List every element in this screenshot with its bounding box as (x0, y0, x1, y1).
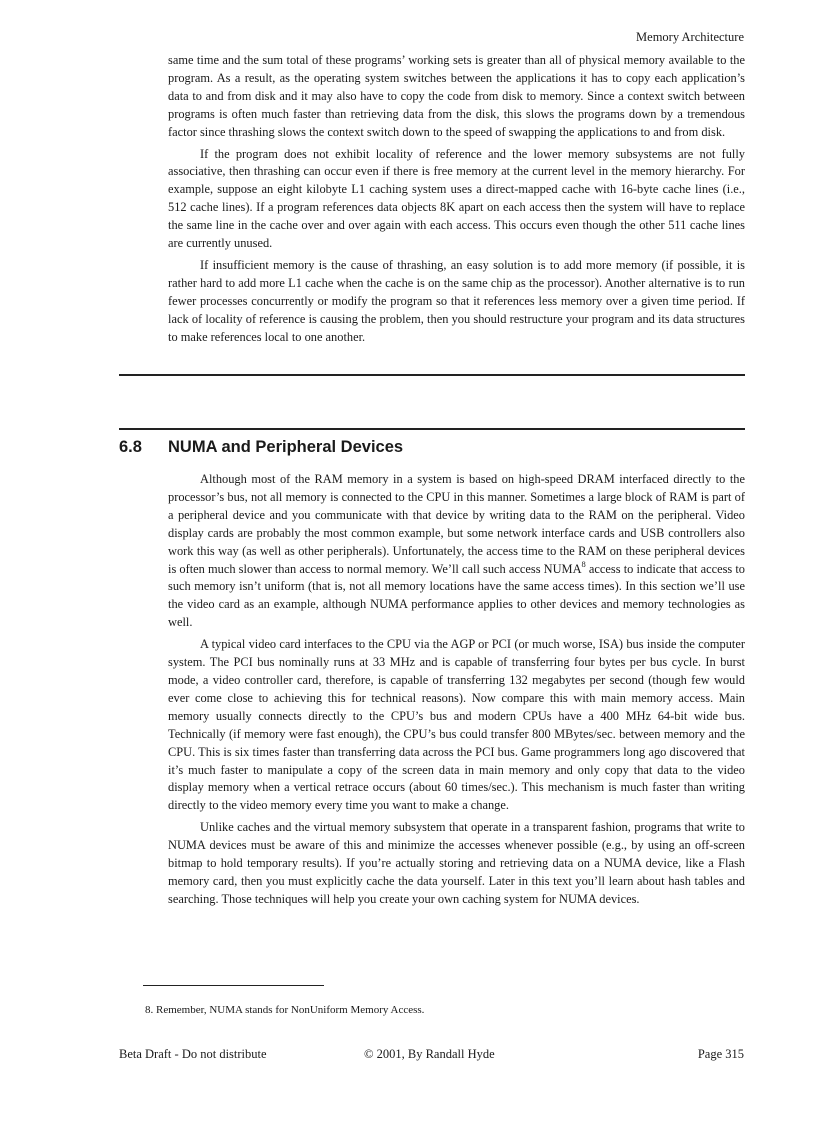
paragraph: Unlike caches and the virtual memory subsystem that operate in a transparent fashion, programs that write to NUMA devices must be aware of this and minimize the accesses whenever possible (e.g., by using an off-screen bitmap to hold temporary results). If you’re actually storing and retrieving data on a NUMA device, like a Flash memory card, then you must explicitly cache the data yourself. Later in this text you’ll learn about hash tables and searching. Those techniques will help you create your own caching system for NUMA devices. (168, 820, 745, 906)
paragraph-text: access to indicate that access to such memory isn’t uniform (that is, not all memory locations have the same access times). In this section we’ll use the video card as an example, although NUMA performance applies to other devices and memory technologies as well. (168, 561, 745, 630)
continued-section-text (168, 52, 745, 351)
footnote-reference[interactable]: 8 (581, 558, 586, 569)
section-number: 6.8 (119, 438, 142, 456)
footnote: 8. Remember, NUMA stands for NonUniform Memory Access. (145, 1004, 425, 1016)
paragraph-text: Although most of the RAM memory in a system is based on high-speed DRAM interfaced directly to the processor’s bus, not all memory is connected to the CPU in this manner. Sometimes a large block of RAM is part of a peripheral device and you communicate with that device by writing data to the RAM on the peripheral. Video display cards are probably the most common example, but some network interface cards and USB controllers also work this way (as well as other peripherals). Unfortunately, the access time to the RAM on these peripheral devices is often much slower than access to normal memory. We’ll call such access NUMA (168, 472, 745, 576)
section-body-text (168, 471, 745, 913)
section-start-rule (119, 428, 745, 430)
paragraph (168, 471, 745, 632)
section-end-rule (119, 374, 745, 376)
footnote-rule (143, 985, 324, 986)
section-title: NUMA and Peripheral Devices (168, 438, 404, 456)
section-heading (119, 438, 403, 457)
footer-left: Beta Draft - Do not distribute (119, 1047, 267, 1061)
page-number: Page 315 (697, 1047, 744, 1061)
paragraph: If the program does not exhibit locality of reference and the lower memory subsystems are not fully associative, then thrashing can occur even if there is free memory at the current level in the memory hierarchy. For example, suppose an eight kilobyte L1 caching system uses a direct-mapped cache with 16-byte cache lines (i.e., 512 cache lines). If a program references data objects 8K apart on each access then the system will have to replace the same line in the cache over and over again with each access. This occurs even though the other 511 cache lines are currently unused. (168, 146, 745, 251)
paragraph: If insufficient memory is the cause of thrashing, an easy solution is to add more memory (if possible, it is rather hard to add more L1 cache when the cache is on the same chip as the processor). Another alternative is to run fewer processes concurrently or modify the program so that it references less memory over a given time period. If lack of locality of reference is causing the problem, then you should restructure your program and its data structures to make references local to one another. (168, 257, 745, 344)
running-head: Memory Architecture (636, 30, 744, 44)
footer-center: © 2001, By Randall Hyde (364, 1047, 495, 1061)
paragraph: A typical video card interfaces to the CPU via the AGP or PCI (or much worse, ISA) bus inside the computer system. The PCI bus nominally runs at 33 MHz and is capable of transferring four bytes per bus cycle. In burst mode, a video controller card, therefore, is capable of transferring 132 megabytes per second (though few would ever come close to achieving this for technical reasons). Now compare this with main memory access. Main memory usually connects directly to the CPU’s bus and modern CPUs have a 400 MHz 64-bit wide bus. Technically (if memory were fast enough), the CPU’s bus could transfer 800 MBytes/sec. between memory and the CPU. This is six times faster than transferring data across the PCI bus. Game programmers long ago discovered that it’s much faster to manipulate a copy of the screen data in main memory and only copy that data to the video display memory when a vertical retrace occurs (about 60 times/sec.). This mechanism is much faster than writing directly to the video memory every time you want to make a change. (168, 637, 745, 813)
paragraph: same time and the sum total of these programs’ working sets is greater than all of physical memory available to the program. As a result, as the operating system switches between the applications it has to copy each application’s data to and from disk and it may also have to copy the code from disk to memory. Since a context switch between programs is often much faster than retrieving data from the disk, this slows the programs down by a tremendous factor since thrashing slows the context switch down to the speed of swapping the applications to and from disk. (168, 53, 745, 139)
